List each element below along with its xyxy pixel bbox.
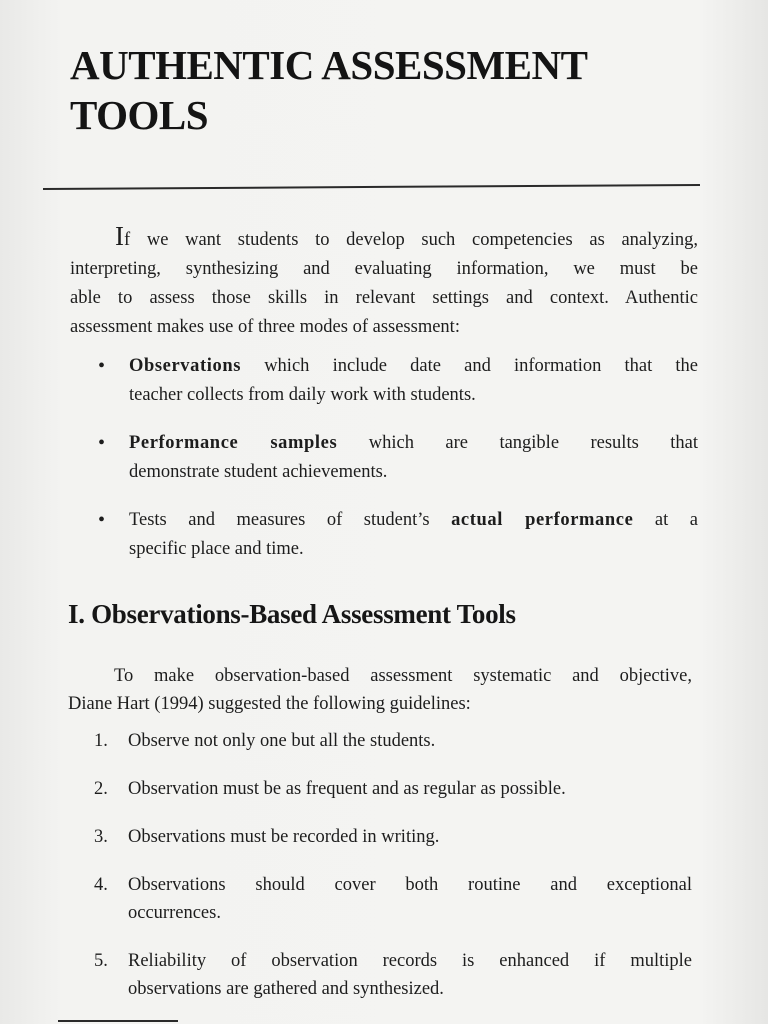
- list-item-performance-samples: [98, 429, 698, 487]
- intro-line-2: interpreting, synthesizing and evaluating information, we must be: [70, 259, 698, 279]
- guideline-number: 4.: [94, 875, 108, 895]
- drop-cap: I: [115, 221, 124, 251]
- bold-term: actual performance: [451, 510, 634, 530]
- list-item-text: which include date and information that the: [241, 356, 698, 376]
- bold-term: Performance samples: [129, 433, 338, 453]
- section-heading: I. Observations-Based Assessment Tools: [68, 599, 516, 629]
- guidelines-list: [94, 727, 692, 1003]
- bullet-icon: •: [98, 509, 106, 531]
- list-item-line-1: [129, 506, 698, 535]
- bold-term: Observations: [129, 356, 242, 376]
- bullet-icon: •: [98, 432, 106, 454]
- guideline-item-3: [94, 823, 692, 851]
- guideline-text: Observe not only one but all the students.: [128, 731, 436, 751]
- section-intro-paragraph: [68, 662, 692, 718]
- intro-paragraph: [70, 222, 698, 342]
- list-item-line-2: teacher collects from daily work with students.: [129, 385, 476, 405]
- guideline-number: 5.: [94, 951, 108, 971]
- list-item-tests-and-measures: [98, 506, 698, 564]
- intro-line-1-text: f we want students to develop such competencies as analyzing,: [124, 230, 698, 250]
- guideline-text-line-1: Observations should cover both routine and exceptional: [128, 875, 692, 895]
- list-item-text-after: at a: [633, 510, 698, 530]
- chapter-title-line-1: AUTHENTIC ASSESSMENT: [70, 42, 588, 88]
- guideline-number: 1.: [94, 731, 108, 751]
- list-item-text-before: Tests and measures of student’s: [129, 510, 452, 530]
- intro-line-4: assessment makes use of three modes of assessment:: [70, 317, 460, 337]
- guideline-text-line-2: occurrences.: [128, 903, 221, 923]
- list-item-text: which are tangible results that: [337, 433, 698, 453]
- chapter-title: [70, 40, 587, 140]
- guideline-number: 2.: [94, 779, 108, 799]
- guideline-item-2: [94, 775, 692, 803]
- footer-divider: [58, 1020, 178, 1022]
- intro-line-3: able to assess those skills in relevant settings and context. Authentic: [70, 288, 698, 308]
- list-item-line-2: demonstrate student achievements.: [129, 462, 388, 482]
- guideline-item-1: [94, 727, 692, 755]
- section-intro-line-1: To make observation-based assessment systematic and objective,: [114, 666, 692, 686]
- bullet-icon: •: [98, 355, 106, 377]
- section-intro-line-2: Diane Hart (1994) suggested the following guidelines:: [68, 694, 471, 714]
- guideline-item-5: [94, 947, 692, 1003]
- guideline-text: Observations must be recorded in writing.: [128, 827, 440, 847]
- list-item-line-1: [129, 429, 698, 458]
- list-item-line-2: specific place and time.: [129, 539, 304, 559]
- list-item-line-1: [129, 352, 698, 381]
- chapter-title-line-2: TOOLS: [70, 92, 209, 138]
- guideline-text: Observation must be as frequent and as regular as possible.: [128, 779, 566, 799]
- guideline-text-line-1: Reliability of observation records is enhanced if multiple: [128, 951, 692, 971]
- guideline-text-line-2: observations are gathered and synthesized.: [128, 979, 444, 999]
- intro-line-1: [70, 222, 698, 255]
- assessment-modes-list: [98, 352, 698, 583]
- title-divider: [43, 184, 700, 190]
- guideline-number: 3.: [94, 827, 108, 847]
- guideline-item-4: [94, 871, 692, 927]
- list-item-observations: [98, 352, 698, 410]
